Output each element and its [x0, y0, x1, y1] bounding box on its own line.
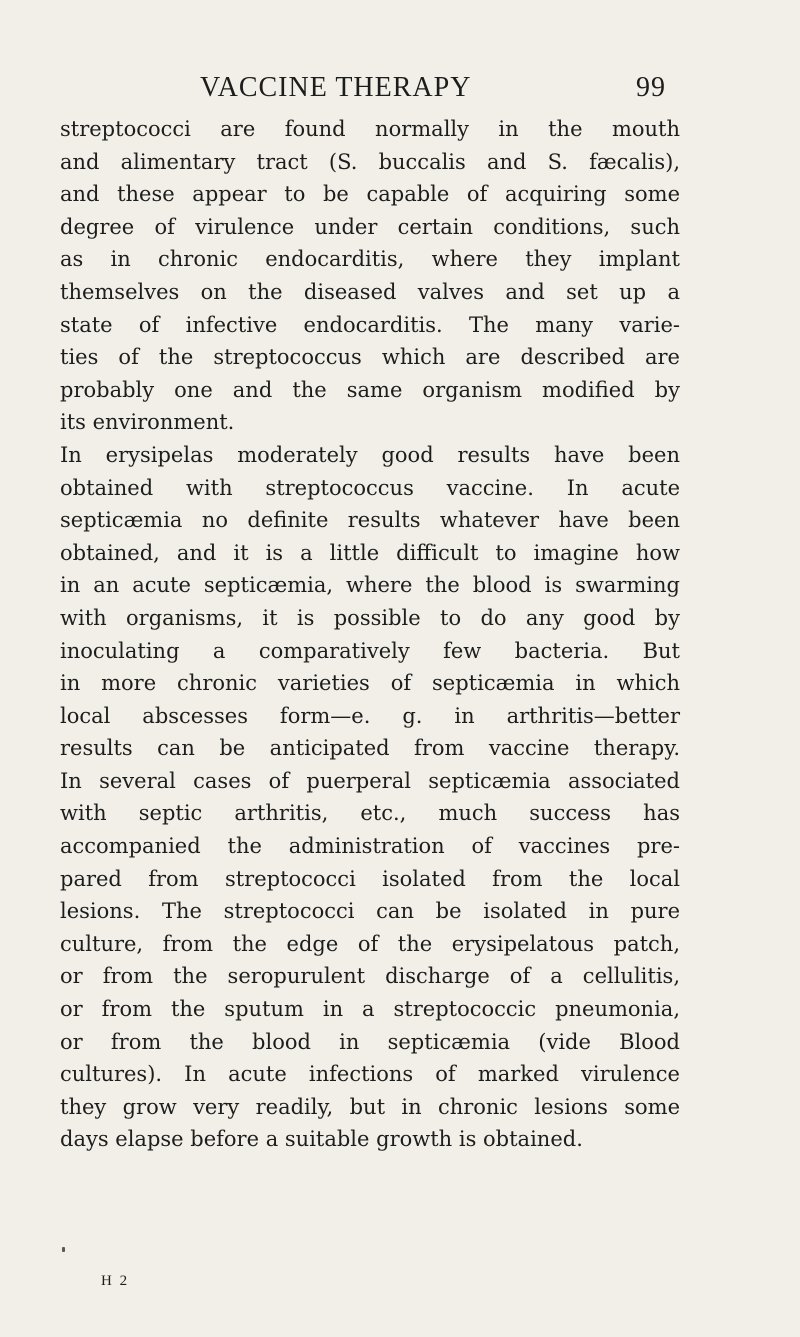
- text-line: or from the blood in septicæmia (vide Blood: [60, 1029, 680, 1054]
- signature-mark: H 2: [101, 1273, 130, 1289]
- text-line: in more chronic varieties of septicæmia in which: [60, 671, 680, 696]
- text-line: streptococci are found normally in the mouth: [60, 117, 680, 141]
- text-line: culture, from the edge of the erysipelatous patch,: [60, 931, 680, 956]
- text-line: with organisms, it is possible to do any good by: [60, 605, 680, 630]
- text-line: obtained, and it is a little difficult to imagine how: [60, 540, 680, 565]
- text-line: obtained with streptococcus vaccine. In acute: [60, 475, 680, 500]
- running-head: [200, 72, 666, 112]
- text-line: themselves on the diseased valves and set up a: [60, 279, 680, 304]
- text-line: or from the sputum in a streptococcic pneumonia,: [60, 997, 680, 1022]
- body-text: [60, 113, 680, 1156]
- text-line: and alimentary tract (S. buccalis and S. fæcalis),: [60, 149, 680, 174]
- text-line: state of infective endocarditis. The many varie-: [60, 312, 680, 337]
- text-line: degree of virulence under certain conditions, such: [60, 214, 680, 239]
- text-line: in an acute septicæmia, where the blood is swarming: [60, 573, 680, 598]
- text-line: as in chronic endocarditis, where they implant: [60, 247, 680, 272]
- text-line: with septic arthritis, etc., much success has: [60, 801, 680, 826]
- text-line: its environment.: [60, 410, 235, 435]
- text-line: ties of the streptococcus which are described are: [60, 345, 680, 370]
- text-line: In erysipelas moderately good results have been: [60, 442, 680, 467]
- text-line: results can be anticipated from vaccine therapy.: [60, 736, 680, 761]
- ink-speck: [62, 1247, 65, 1252]
- text-line: lesions. The streptococci can be isolated in pure: [60, 899, 680, 924]
- text-line: In several cases of puerperal septicæmia associated: [60, 768, 680, 793]
- text-line: or from the seropurulent discharge of a cellulitis,: [60, 964, 680, 989]
- page-number: 99: [636, 72, 666, 103]
- text-line: local abscesses form—e. g. in arthritis—better: [60, 703, 680, 728]
- text-line: they grow very readily, but in chronic lesions some: [60, 1094, 680, 1119]
- text-line: days elapse before a suitable growth is obtained.: [60, 1127, 583, 1152]
- text-line: and these appear to be capable of acquiring some: [60, 182, 680, 207]
- text-line: accompanied the administration of vaccines pre-: [60, 834, 680, 859]
- text-line: cultures). In acute infections of marked virulence: [60, 1062, 680, 1087]
- text-line: inoculating a comparatively few bacteria. But: [60, 638, 680, 663]
- text-line: probably one and the same organism modified by: [60, 377, 680, 402]
- text-line: septicæmia no definite results whatever have been: [60, 508, 680, 533]
- running-title: VACCINE THERAPY: [200, 72, 472, 103]
- text-line: pared from streptococci isolated from the local: [60, 866, 680, 891]
